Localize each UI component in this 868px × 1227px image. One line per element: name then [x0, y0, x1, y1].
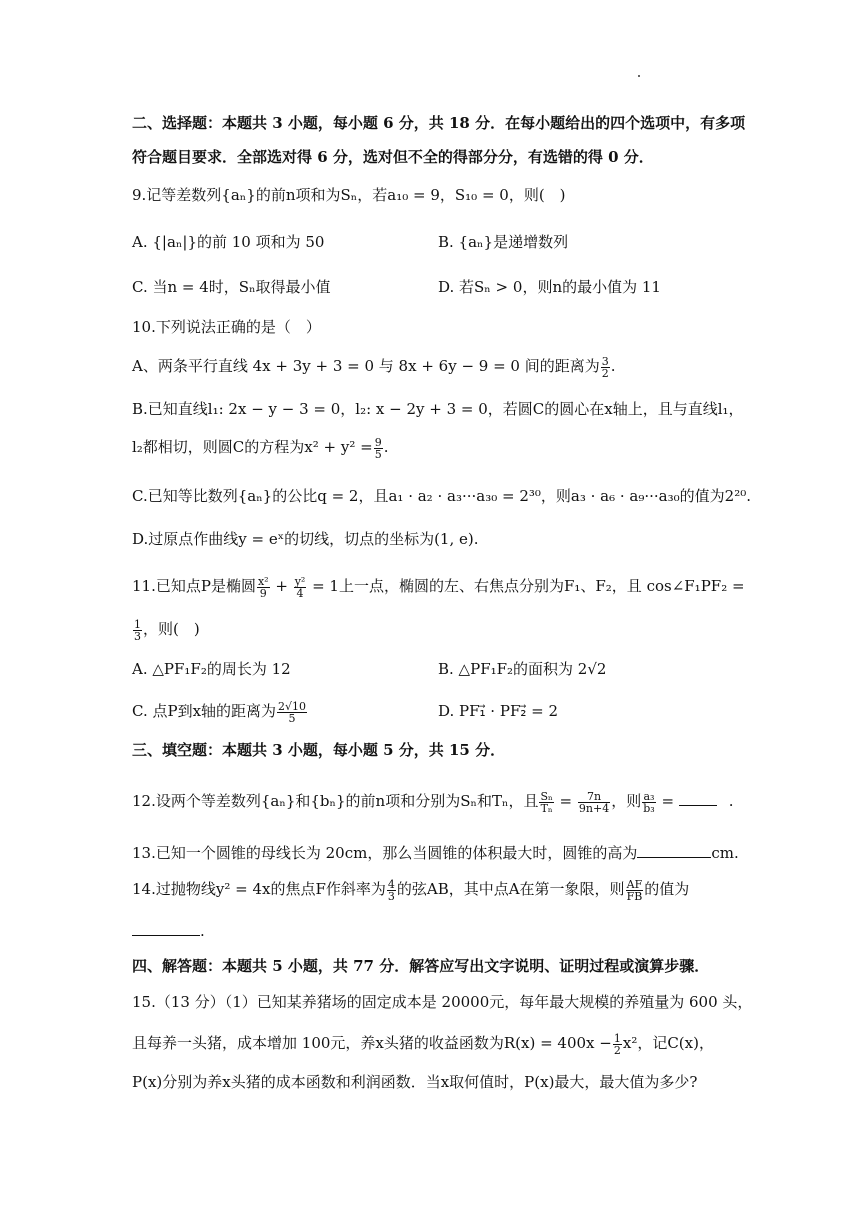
q11-option-d: D. PF₁⃗ · PF₂⃗ = 2: [438, 702, 559, 720]
q11-option-a: A. △PF₁F₂的周长为 12: [132, 660, 291, 678]
q9-option-b: B. {aₙ}是递增数列: [438, 233, 569, 251]
q12-s-fraction: [539, 791, 553, 814]
q11-cos-den: 3: [134, 629, 141, 643]
q10-a-den: 2: [601, 366, 609, 380]
q11-x-den: 9: [259, 586, 267, 600]
q15-line-2: [132, 1032, 772, 1056]
q12-r-fraction: [578, 791, 610, 814]
q14-answer-line: [132, 920, 772, 942]
section-2-header-line-2: 符合题目要求．全部选对得 6 分，选对但不全的得部分分，有选错的得 0 分．: [132, 148, 654, 166]
q11-y-den: 4: [296, 586, 304, 600]
q14-f-den: FB: [626, 889, 643, 903]
q11-c-fraction: [277, 701, 307, 724]
q14-f-fraction: [626, 879, 644, 902]
q10-a-num: 3: [601, 354, 609, 368]
section-2-header-line-1: 二、选择题：本题共 3 小题，每小题 6 分，共 18 分．在每小题给出的四个选项中，有多项: [132, 114, 746, 132]
q15-line-1: 15.（13 分）（1）已知某养猪场的固定成本是 20000元，每年最大规模的养殖量为 600 头，: [132, 993, 753, 1011]
q11-y-num: y²: [294, 574, 306, 588]
q12-a-den: b₃: [643, 801, 655, 815]
q10-b-num: 9: [374, 435, 382, 449]
section-3-header: 三、填空题：本题共 3 小题，每小题 5 分，共 15 分．: [132, 741, 506, 759]
q14-k-den: 3: [387, 889, 395, 903]
q11-cos-num: 1: [134, 617, 141, 631]
q12-a-fraction: [642, 791, 655, 814]
q14-f-num: AF: [626, 877, 643, 891]
q12-r-num: 7n: [578, 791, 610, 803]
q11-stem-end: ，则( ): [143, 620, 200, 638]
q12-s-num: Sₙ: [540, 789, 553, 803]
q12-text: 12.设两个等差数列{aₙ}和{bₙ}的前n项和分别为Sₙ和Tₙ，且: [132, 792, 539, 810]
q14-answer-blank[interactable]: [132, 921, 200, 936]
q11-y-fraction: [294, 576, 307, 599]
q11-stem-rest: = 1上一点，椭圆的左、右焦点分别为F₁、F₂，且 cos∠F₁PF₂ =: [307, 577, 745, 595]
q12-answer-blank[interactable]: [679, 791, 717, 806]
q10-option-b-line-1: B.已知直线l₁: 2x − y − 3 = 0，l₂: x − 2y + 3 = 0，若圆C的圆心在x轴上，且与直线l₁，: [132, 400, 744, 418]
q15-l2-text: 且每养一头猪，成本增加 100元，养x头猪的收益函数为R(x) = 400x −: [132, 1034, 612, 1052]
q9-option-c: C. 当n = 4时，Sₙ取得最小值: [132, 278, 331, 296]
q12-stem: [132, 790, 772, 814]
q12-s-den: Tₙ: [540, 801, 553, 815]
q12-r-den: 9n+4: [578, 801, 610, 815]
q11-stem-line-2: [132, 618, 772, 642]
q11-plus: +: [270, 577, 293, 595]
q13-stem: [132, 842, 772, 864]
q11-option-c: [132, 700, 308, 724]
q12-end: .: [728, 792, 734, 810]
q9-option-a: A. {|aₙ|}的前 10 项和为 50: [132, 233, 325, 251]
q10-option-a: [132, 355, 772, 379]
q13-text: 13.已知一个圆锥的母线长为 20cm，那么当圆锥的体积最大时，圆锥的高为: [132, 844, 638, 862]
q12-post: =: [656, 792, 679, 810]
q9-option-d: D. 若Sₙ > 0，则n的最小值为 11: [438, 278, 661, 296]
q10-b-text: l₂都相切，则圆C的方程为x² + y² =: [132, 438, 373, 456]
q11-x-fraction: [257, 576, 270, 599]
q10-option-b-line-2: [132, 436, 772, 460]
q13-unit: cm.: [711, 844, 739, 862]
q10-stem: 10.下列说法正确的是（ ）: [132, 318, 321, 336]
q11-c-den: 5: [288, 711, 296, 725]
q15-half-num: 1: [613, 1031, 621, 1045]
q14-mid: 的弦AB，其中点A在第一象限，则: [396, 880, 625, 898]
q15-half-den: 2: [613, 1043, 621, 1057]
q11-stem-line-1: [132, 575, 772, 599]
q12-a-num: a₃: [643, 789, 655, 803]
q11-cos-fraction: [133, 619, 142, 642]
q11-stem-text: 11.已知点P是椭圆: [132, 577, 256, 595]
q14-end: .: [200, 922, 205, 940]
scan-dot: [638, 75, 640, 77]
q13-answer-blank[interactable]: [637, 843, 711, 858]
q9-stem: 9.记等差数列{aₙ}的前n项和为Sₙ，若a₁₀ = 9，S₁₀ = 0，则( ): [132, 186, 566, 204]
q11-x-num: x²: [257, 574, 269, 588]
section-4-header: 四、解答题：本题共 5 小题，共 77 分．解答应写出文字说明、证明过程或演算步骤．: [132, 957, 710, 975]
q10-b-fraction: [374, 437, 383, 460]
q10-b-den: 5: [374, 447, 382, 461]
q11-c-text: C. 点P到x轴的距离为: [132, 702, 277, 720]
q10-a-end: .: [610, 357, 616, 375]
q10-b-end: .: [383, 438, 389, 456]
q14-stem: [132, 878, 772, 902]
q15-half-fraction: [613, 1033, 622, 1056]
q10-a-text: A、两条平行直线 4x + 3y + 3 = 0 与 8x + 6y − 9 = 0 间的距离为: [132, 357, 600, 375]
q10-a-fraction: [601, 356, 610, 379]
q12-eq: =: [554, 792, 577, 810]
q12-mid: ，则: [611, 792, 642, 810]
q14-k-num: 4: [387, 877, 395, 891]
q15-line-3: P(x)分别为养x头猪的成本函数和利润函数．当x取何值时，P(x)最大，最大值为多少?: [132, 1073, 698, 1091]
q10-option-d: D.过原点作曲线y = eˣ的切线，切点的坐标为(1, e).: [132, 530, 479, 548]
q14-post: 的值为: [644, 880, 690, 898]
q11-option-b: B. △PF₁F₂的面积为 2√2: [438, 660, 607, 678]
q11-c-num: 2√10: [278, 699, 307, 713]
q15-l2-rest: x²，记C(x)，: [622, 1034, 714, 1052]
q14-text: 14.过抛物线y² = 4x的焦点F作斜率为: [132, 880, 386, 898]
q10-option-c: C.已知等比数列{aₙ}的公比q = 2，且a₁ · a₂ · a₃···a₃₀ = 2³⁰，则a₃ · a₆ · a₉···a₃₀的值为2²⁰.: [132, 487, 751, 505]
q14-k-fraction: [387, 879, 396, 902]
